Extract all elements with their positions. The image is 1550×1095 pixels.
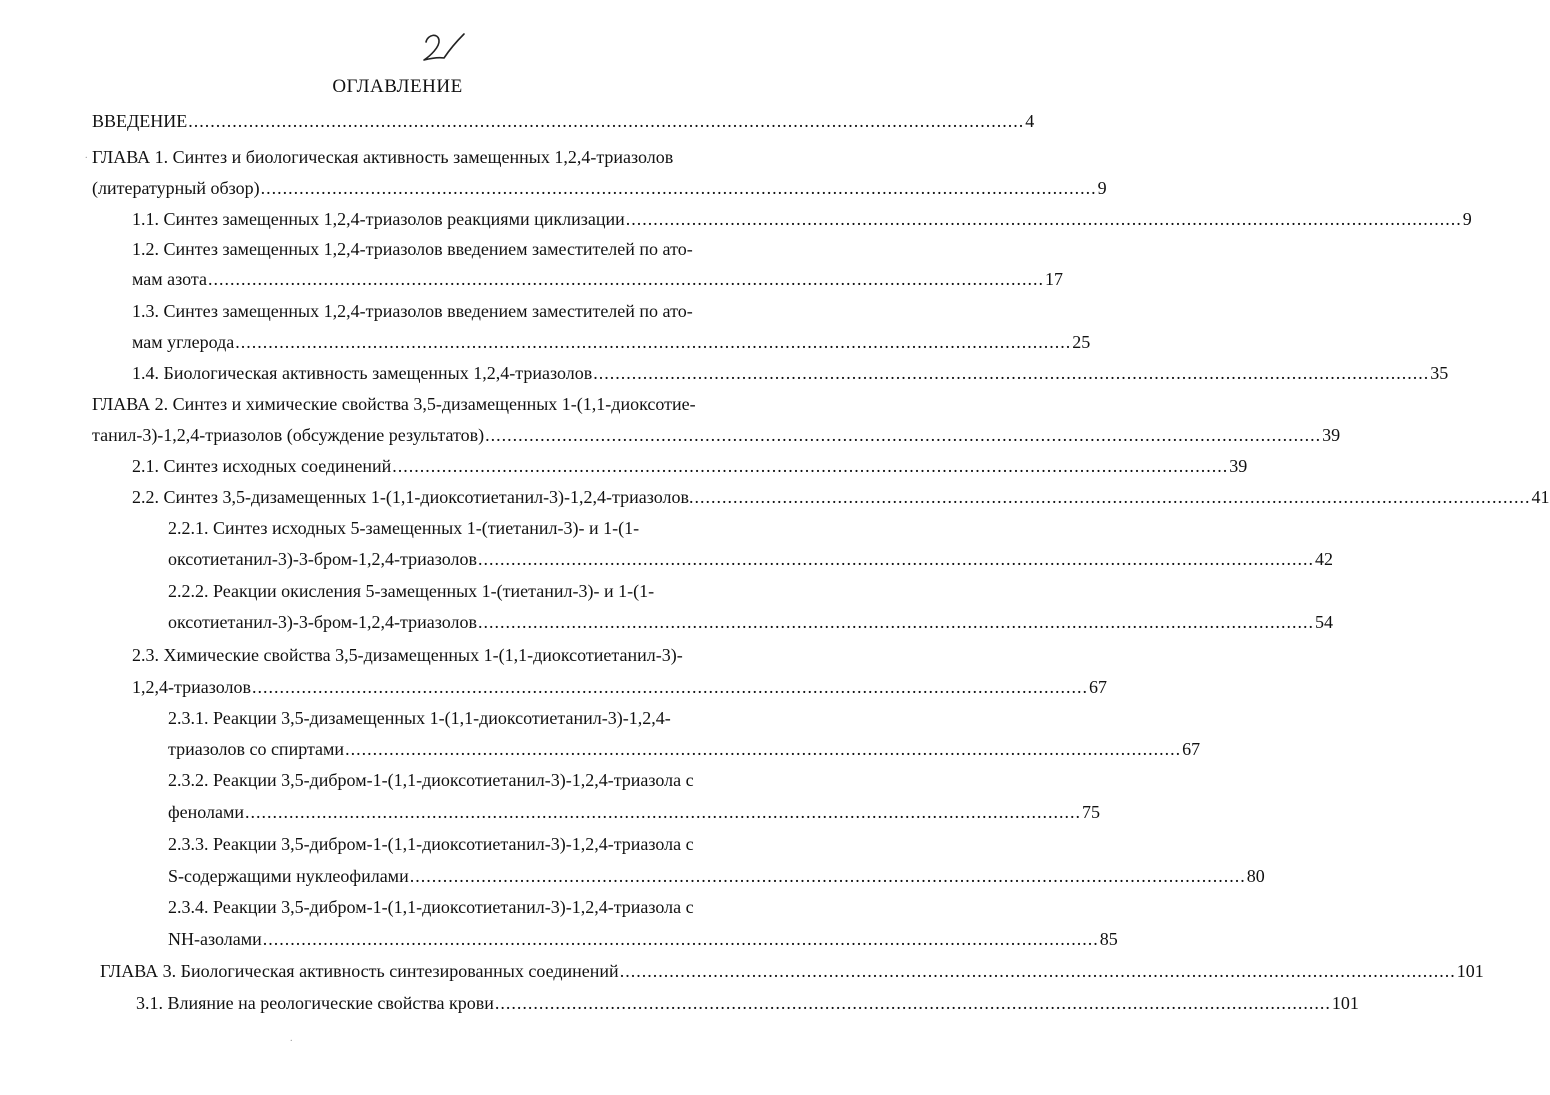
scan-speck: . [290, 1033, 293, 1044]
toc-entry-section-1-1[interactable]: 1.1. Синтез замещенных 1,2,4-триазолов реакциями циклизации ........................................................................................................................................................ 9 [132, 209, 1472, 229]
toc-entry-section-2-3-2-continued[interactable]: фенолами ........................................................................................................................................................ 75 [168, 802, 1101, 822]
toc-entry-section-2-3-4-continued[interactable]: NH-азолами ........................................................................................................................................................ 85 [168, 929, 1118, 949]
page-number: 54 [1315, 612, 1333, 632]
toc-entry-section-2-2-2-continued[interactable]: оксотиетанил-3)-3-бром-1,2,4-триазолов ........................................................................................................................................................ 54 [168, 612, 1333, 632]
page-number: 101 [1331, 993, 1359, 1013]
leader-dots: ........................................................................................................................................................ [694, 487, 1531, 507]
leader-dots: ........................................................................................................................................................ [392, 456, 1229, 476]
toc-entry-section-2-3-3[interactable]: 2.3.3. Реакции 3,5-дибром-1-(1,1-диоксотиетанил-3)-1,2,4-триазола с [168, 834, 694, 854]
leader-dots: ........................................................................................................................................................ [188, 111, 1025, 131]
toc-entry-section-2-2-2[interactable]: 2.2.2. Реакции окисления 5-замещенных 1-(тиетанил-3)- и 1-(1- [168, 581, 655, 601]
toc-entry-chapter-3[interactable]: ГЛАВА 3. Биологическая активность синтезированных соединений ........................................................................................................................................................ 101 [100, 961, 1484, 981]
toc-entry-chapter-2[interactable]: ГЛАВА 2. Синтез и химические свойства 3,5-дизамещенных 1-(1,1-диоксотие- [92, 394, 696, 414]
toc-entry-section-1-3[interactable]: 1.3. Синтез замещенных 1,2,4-триазолов введением заместителей по ато- [132, 301, 693, 321]
page-number: 9 [1462, 209, 1472, 229]
leader-dots: ........................................................................................................................................................ [485, 425, 1322, 445]
page-number: 25 [1072, 332, 1091, 352]
toc-entry-section-1-4[interactable]: 1.4. Биологическая активность замещенных 1,2,4-триазолов ........................................................................................................................................................ 35 [132, 363, 1449, 383]
page-number: 101 [1456, 961, 1484, 981]
scan-speck: . [85, 150, 88, 161]
toc-entry-section-1-3-continued[interactable]: мам углерода ........................................................................................................................................................ 25 [132, 332, 1091, 352]
toc-entry-chapter-2-continued[interactable]: танил-3)-1,2,4-триазолов (обсуждение результатов) ........................................................................................................................................................ 39 [92, 425, 1341, 445]
toc-entry-section-2-3[interactable]: 2.3. Химические свойства 3,5-дизамещенных 1-(1,1-диоксотиетанил-3)- [132, 645, 683, 665]
page-number: 41 [1531, 487, 1550, 507]
toc-entry-section-2-3-3-continued[interactable]: S-содержащими нуклеофилами ........................................................................................................................................................ 80 [168, 866, 1265, 886]
toc-entry-section-2-2-1-continued[interactable]: оксотиетанил-3)-3-бром-1,2,4-триазолов ........................................................................................................................................................ 42 [168, 549, 1333, 569]
toc-entry-introduction[interactable]: ВВЕДЕНИЕ ........................................................................................................................................................ 4 [92, 111, 1035, 131]
toc-entry-section-2-3-2[interactable]: 2.3.2. Реакции 3,5-дибром-1-(1,1-диоксотиетанил-3)-1,2,4-триазола с [168, 770, 694, 790]
page-number: 39 [1229, 456, 1248, 476]
page-number: 35 [1430, 363, 1449, 383]
toc-entry-section-2-3-1-continued[interactable]: триазолов со спиртами ........................................................................................................................................................ 67 [168, 739, 1201, 759]
leader-dots: ........................................................................................................................................................ [619, 961, 1456, 981]
page-number: 67 [1182, 739, 1201, 759]
page-number: 80 [1246, 866, 1265, 886]
page-number: 9 [1097, 178, 1107, 198]
page-number: 17 [1044, 269, 1063, 289]
leader-dots: ........................................................................................................................................................ [245, 802, 1082, 822]
page-title: ОГЛАВЛЕНИЕ [332, 76, 463, 97]
leader-dots: ........................................................................................................................................................ [478, 612, 1314, 632]
leader-dots: ........................................................................................................................................................ [593, 363, 1430, 383]
toc-entry-section-3-1[interactable]: 3.1. Влияние на реологические свойства крови ........................................................................................................................................................ 101 [136, 993, 1359, 1013]
leader-dots: ........................................................................................................................................................ [494, 993, 1331, 1013]
leader-dots: ........................................................................................................................................................ [478, 549, 1314, 569]
leader-dots: ........................................................................................................................................................ [260, 178, 1097, 198]
leader-dots: ........................................................................................................................................................ [262, 929, 1099, 949]
leader-dots: ........................................................................................................................................................ [409, 866, 1246, 886]
toc-entry-chapter-1[interactable]: ГЛАВА 1. Синтез и биологическая активность замещенных 1,2,4-триазолов [92, 147, 674, 167]
page-number: 75 [1082, 802, 1101, 822]
page-number: 85 [1099, 929, 1118, 949]
leader-dots: ........................................................................................................................................................ [207, 269, 1044, 289]
toc-entry-section-2-1[interactable]: 2.1. Синтез исходных соединений ........................................................................................................................................................ 39 [132, 456, 1248, 476]
page-number: 4 [1025, 111, 1035, 131]
toc-entry-section-2-2[interactable]: 2.2. Синтез 3,5-дизамещенных 1-(1,1-диоксотиетанил-3)-1,2,4-триазолов. ........................................................................................................................................................ 41 [132, 487, 1550, 507]
page-number: 42 [1315, 549, 1333, 569]
toc-entry-section-2-3-1[interactable]: 2.3.1. Реакции 3,5-дизамещенных 1-(1,1-диоксотиетанил-3)-1,2,4- [168, 708, 671, 728]
toc-entry-section-2-3-continued[interactable]: 1,2,4-триазолов ........................................................................................................................................................ 67 [132, 677, 1107, 697]
toc-entry-chapter-1-continued[interactable]: (литературный обзор) ........................................................................................................................................................ 9 [92, 178, 1107, 198]
page-number: 67 [1088, 677, 1107, 697]
page-number: 39 [1322, 425, 1341, 445]
toc-entry-section-1-2-continued[interactable]: мам азота ........................................................................................................................................................ 17 [132, 269, 1063, 289]
toc-entry-section-2-2-1[interactable]: 2.2.1. Синтез исходных 5-замещенных 1-(тиетанил-3)- и 1-(1- [168, 518, 640, 538]
leader-dots: ........................................................................................................................................................ [345, 739, 1182, 759]
toc-entry-section-2-3-4[interactable]: 2.3.4. Реакции 3,5-дибром-1-(1,1-диоксотиетанил-3)-1,2,4-триазола с [168, 897, 694, 917]
leader-dots: ........................................................................................................................................................ [251, 677, 1088, 697]
leader-dots: ........................................................................................................................................................ [625, 209, 1462, 229]
toc-entry-section-1-2[interactable]: 1.2. Синтез замещенных 1,2,4-триазолов введением заместителей по ато- [132, 239, 693, 259]
leader-dots: ........................................................................................................................................................ [235, 332, 1072, 352]
